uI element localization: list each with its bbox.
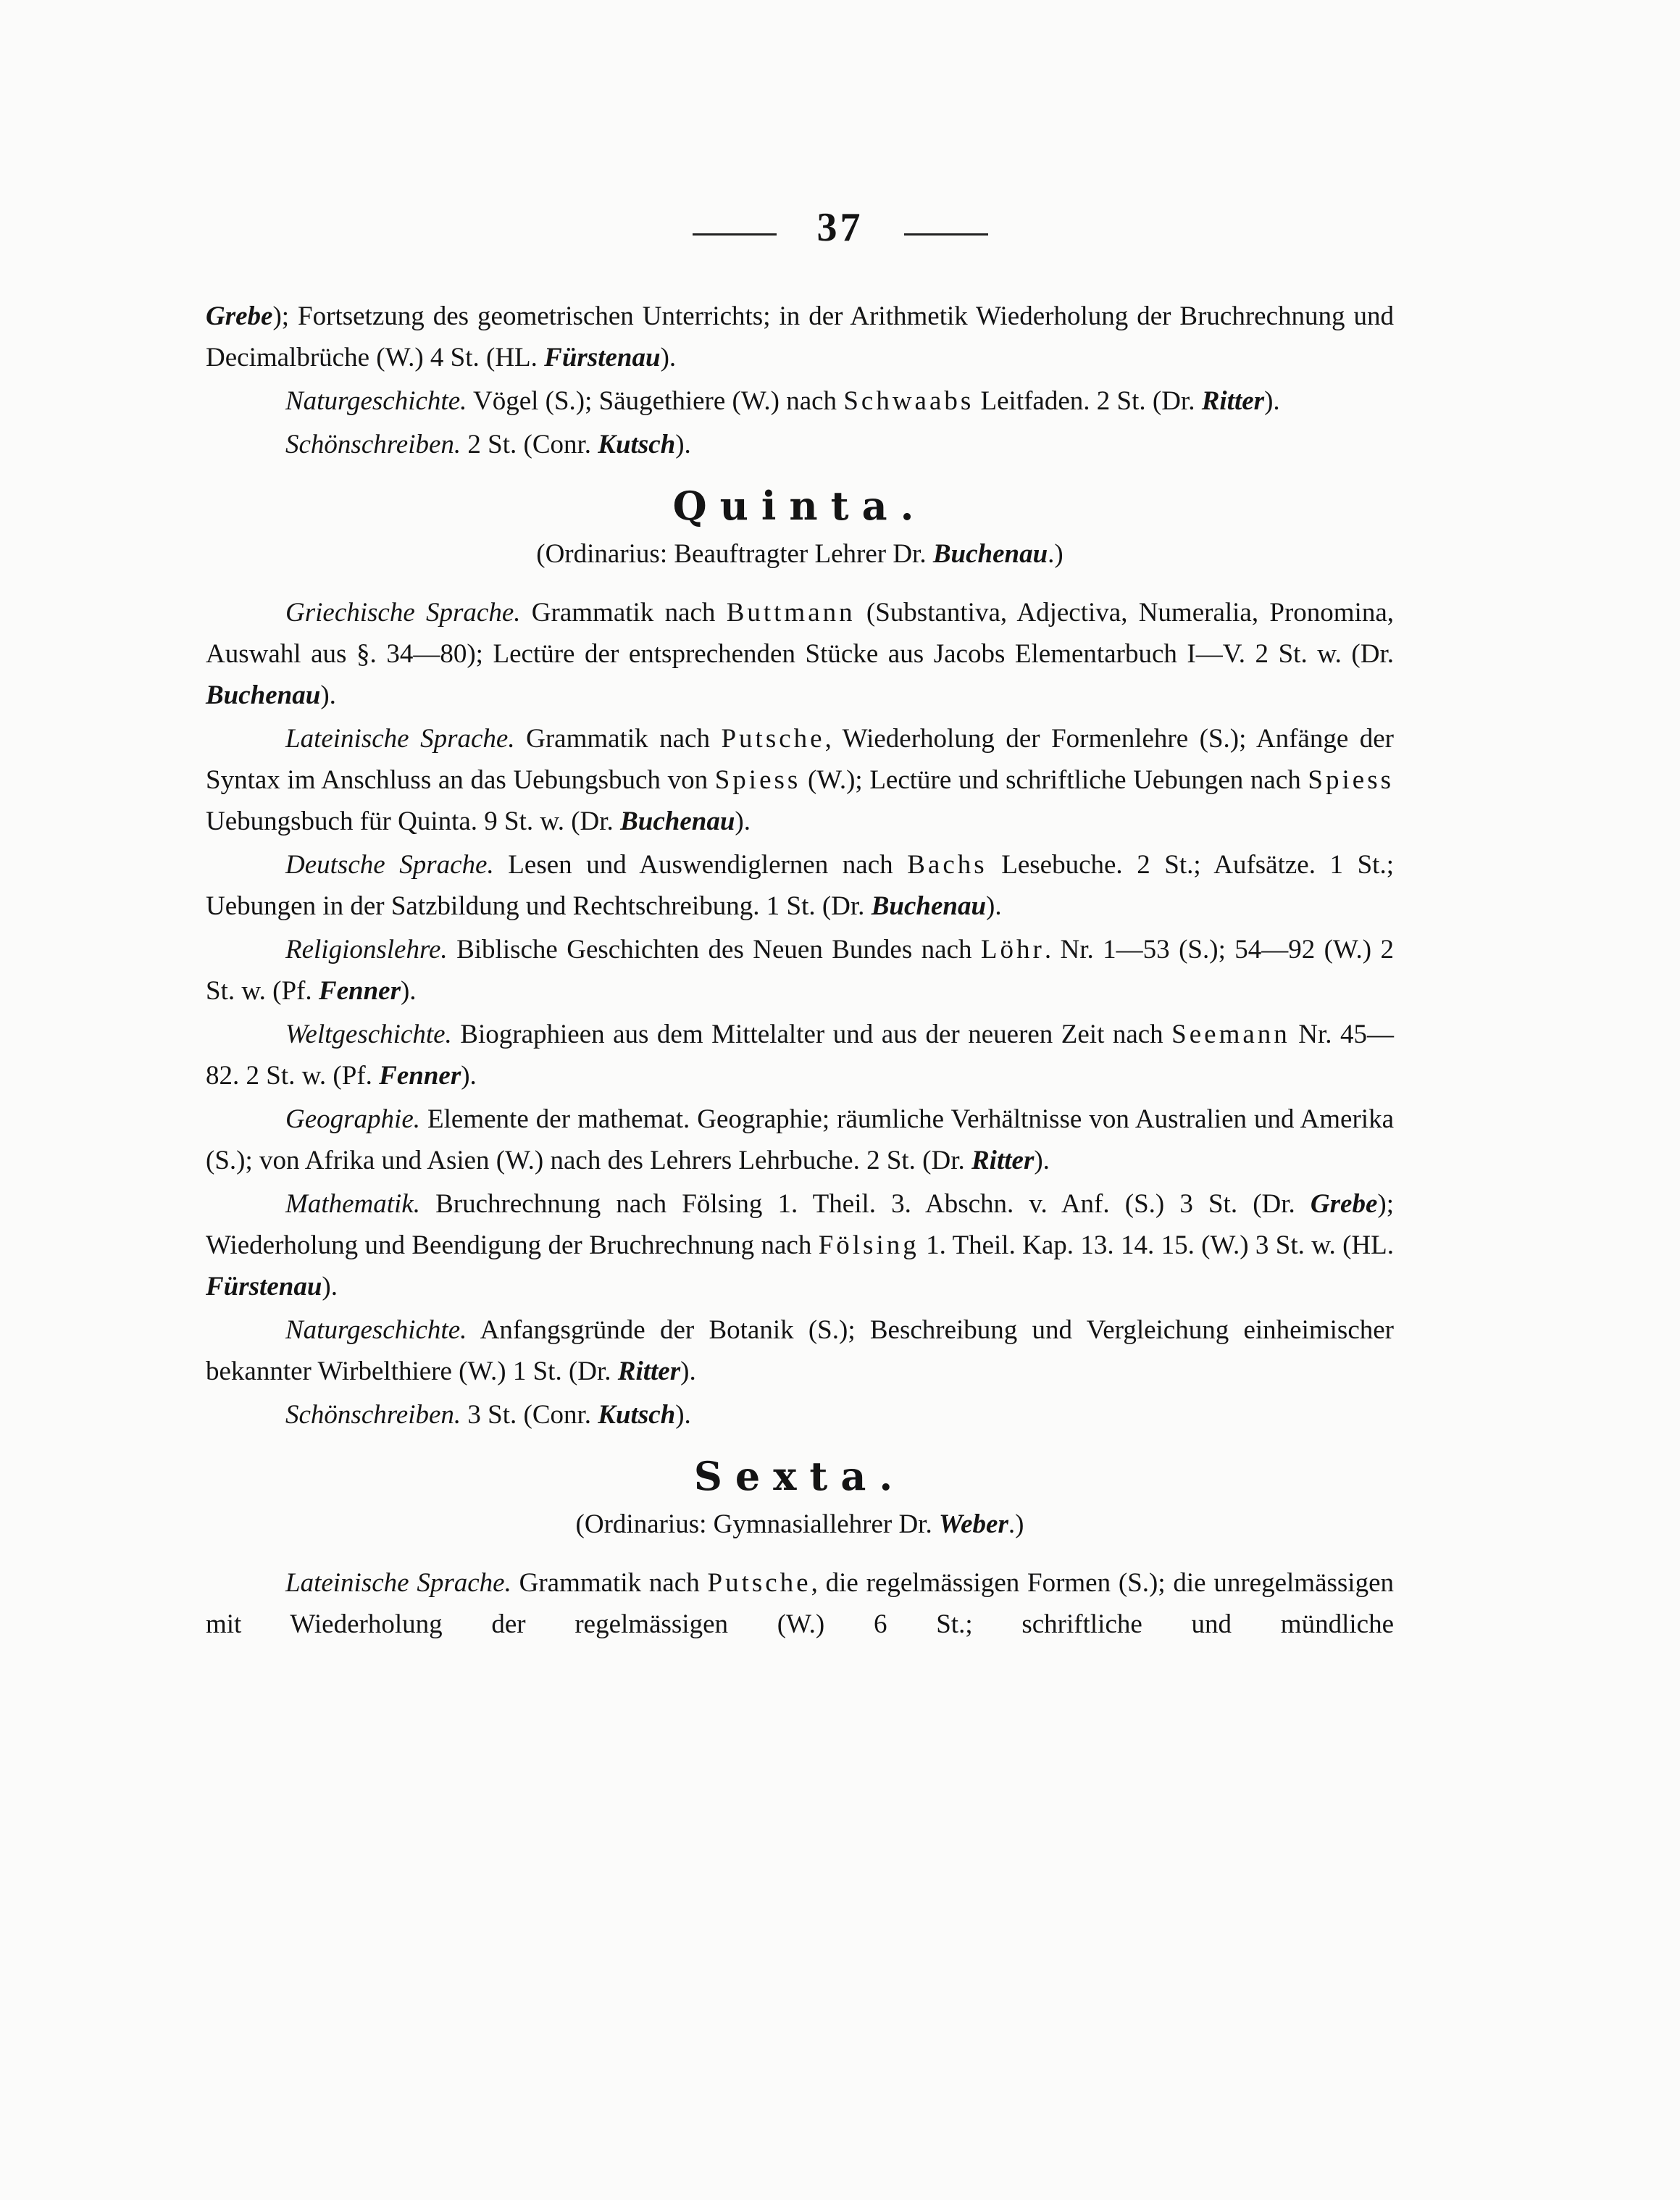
paragraph-text: 2 St. (Conr. — [461, 430, 598, 459]
paragraph-text: (Substantiva, Adjectiva, Numeralia, Pronomina, Auswahl aus §. 34—80); Lectüre der entsprechenden Stücke aus Jacobs Elementarbuch I—V. 2 St. w. (Dr. — [206, 598, 1394, 669]
teacher-name: Weber — [938, 1509, 1008, 1539]
paragraph-text: Lesen und Auswendiglernen nach — [493, 850, 908, 880]
subject-heading: Mathematik. — [285, 1189, 420, 1219]
ordinarius-text: .) — [1048, 539, 1063, 569]
teacher-name: Fenner — [318, 976, 401, 1006]
paragraph-text: . Nr. 1—53 (S.); 54—92 (W.) 2 St. w. (Pf. — [206, 935, 1394, 1006]
header-rule-left — [693, 233, 777, 236]
paragraph-text: Bruchrechnung nach Fölsing 1. Theil. 3. Abschn. v. Anf. (S.) 3 St. (Dr. — [419, 1189, 1311, 1219]
paragraph-griechisch — [206, 592, 1394, 716]
subject-heading: Lateinische Sprache. — [285, 724, 515, 754]
paragraph-text: ). — [322, 1272, 338, 1301]
paragraph-text: Biographieen aus dem Mittelalter und aus der neueren Zeit nach — [451, 1020, 1172, 1049]
author-name: Putsche — [707, 1568, 811, 1598]
paragraph-text: ); Wiederholung und Beendigung der Bruchrechnung nach — [206, 1189, 1394, 1260]
teacher-name: Buchenau — [620, 807, 735, 836]
page-header — [0, 204, 1680, 251]
header-rule-right — [904, 233, 988, 236]
paragraph-mathematik — [206, 1183, 1394, 1307]
subject-heading: Geographie. — [285, 1104, 420, 1134]
paragraph-deutsch — [206, 844, 1394, 927]
paragraph-text: (W.); Lectüre und schriftliche Uebungen nach — [801, 765, 1308, 795]
paragraph-text: Biblische Geschichten des Neuen Bundes nach — [447, 935, 981, 964]
paragraph-schoenschreiben — [206, 1394, 1394, 1436]
paragraph-schoenschreiben — [206, 424, 1394, 465]
teacher-name: Fenner — [379, 1061, 461, 1091]
page-body — [206, 296, 1394, 1647]
ordinarius-text: .) — [1008, 1509, 1024, 1539]
subject-heading: Naturgeschichte. — [285, 1315, 467, 1345]
paragraph-text: Vögel (S.); Säugethiere (W.) nach — [467, 386, 844, 416]
teacher-name: Buchenau — [932, 539, 1048, 569]
subject-heading: Schönschreiben. — [285, 430, 461, 459]
paragraph-text: ). — [660, 343, 677, 372]
paragraph-text: Grammatik nach — [520, 598, 727, 628]
author-name: Seemann — [1171, 1020, 1290, 1049]
section-title-quinta: Quinta. — [672, 483, 927, 529]
ordinarius-line — [206, 533, 1394, 575]
teacher-name: Ritter — [971, 1146, 1035, 1175]
paragraph-text: 3 St. (Conr. — [461, 1400, 598, 1430]
subject-heading: Griechische Sprache. — [285, 598, 521, 628]
ordinarius-line — [206, 1504, 1394, 1545]
paragraph-continuation — [206, 296, 1394, 378]
teacher-name: Ritter — [1201, 386, 1265, 416]
author-name: Fölsing — [818, 1230, 919, 1260]
paragraph-text: Lesebuche. 2 St.; Aufsätze. 1 St.; Uebungen in der Satzbildung und Rechtschreibung. 1 St. (Dr. — [206, 850, 1394, 921]
paragraph-text: Leitfaden. 2 St. (Dr. — [974, 386, 1202, 416]
subject-heading: Naturgeschichte. — [285, 386, 467, 416]
paragraph-text: Elemente der mathemat. Geographie; räumliche Verhältnisse von Australien und Amerika (S.); von Afrika und Asien (W.) nach des Lehrers Lehrbuche. 2 St. (Dr. — [206, 1104, 1394, 1175]
subject-heading: Deutsche Sprache. — [285, 850, 494, 880]
subject-heading: Lateinische Sprache. — [285, 1568, 511, 1598]
teacher-name: Fürstenau — [206, 1272, 322, 1301]
section-title-sexta: Sexta. — [693, 1453, 906, 1499]
paragraph-text: Nr. 45—82. 2 St. w. (Pf. — [206, 1020, 1395, 1091]
teacher-name: Buchenau — [871, 891, 987, 921]
paragraph-religion — [206, 929, 1394, 1012]
teacher-name: Fürstenau — [544, 343, 661, 372]
paragraph-lateinisch — [206, 718, 1394, 842]
subject-heading: Schönschreiben. — [285, 1400, 461, 1430]
paragraph-lateinisch — [206, 1562, 1394, 1645]
author-name: Spiess — [714, 765, 801, 795]
paragraph-weltgeschichte — [206, 1014, 1394, 1096]
page-number: 37 — [816, 205, 864, 250]
paragraph-text: ). — [320, 680, 336, 710]
paragraph-text: ). — [986, 891, 1002, 921]
author-name: Putsche — [721, 724, 825, 754]
paragraph-text: Grammatik nach — [511, 1568, 708, 1598]
paragraph-text: Anfangsgründe der Botanik (S.); Beschreibung und Vergleichung einheimischer bekannter Wirbelthiere (W.) 1 St. (Dr. — [206, 1315, 1394, 1386]
teacher-name: Kutsch — [598, 1400, 676, 1430]
paragraph-text: ). — [675, 430, 691, 459]
author-name: Schwaabs — [843, 386, 974, 416]
teacher-name: Ritter — [617, 1357, 681, 1386]
paragraph-text: , die regelmässigen Formen (S.); die unregelmässigen mit Wiederholung der regelmässigen (W.) 6 St.; schriftliche und mündliche — [206, 1568, 1394, 1639]
paragraph-geographie — [206, 1099, 1394, 1181]
paragraph-text: ). — [735, 807, 751, 836]
teacher-name: Buchenau — [206, 680, 321, 710]
paragraph-text: ); Fortsetzung des geometrischen Unterrichts; in der Arithmetik Wiederholung der Bruchrechnung und Decimalbrüche (W.) 4 St. (HL. — [206, 301, 1394, 372]
paragraph-text: ). — [675, 1400, 691, 1430]
ordinarius-text: (Ordinarius: Beauftragter Lehrer Dr. — [536, 539, 933, 569]
author-name: Spiess — [1308, 765, 1394, 795]
paragraph-text: Grammatik nach — [514, 724, 722, 754]
paragraph-text: Uebungsbuch für Quinta. 9 St. w. (Dr. — [206, 807, 621, 836]
teacher-name: Kutsch — [598, 430, 676, 459]
subject-heading: Religionslehre. — [285, 935, 448, 964]
author-name: Bachs — [907, 850, 987, 880]
ordinarius-text: (Ordinarius: Gymnasiallehrer Dr. — [575, 1509, 939, 1539]
paragraph-text: ). — [1264, 386, 1280, 416]
paragraph-text: ). — [680, 1357, 696, 1386]
paragraph-text: ). — [400, 976, 417, 1006]
subject-heading: Weltgeschichte. — [285, 1020, 452, 1049]
teacher-name: Grebe — [1310, 1189, 1378, 1219]
paragraph-naturgeschichte — [206, 1309, 1394, 1392]
paragraph-text: 1. Theil. Kap. 13. 14. 15. (W.) 3 St. w. (HL. — [919, 1230, 1394, 1260]
paragraph-text: ). — [1034, 1146, 1050, 1175]
paragraph-text: , Wiederholung der Formenlehre (S.); Anfänge der Syntax im Anschluss an das Uebungsbuch von — [206, 724, 1394, 795]
teacher-name: Grebe — [206, 301, 273, 331]
author-name: Löhr — [980, 935, 1045, 964]
paragraph-naturgeschichte — [206, 380, 1394, 422]
author-name: Buttmann — [726, 598, 856, 628]
paragraph-text: ). — [461, 1061, 477, 1091]
